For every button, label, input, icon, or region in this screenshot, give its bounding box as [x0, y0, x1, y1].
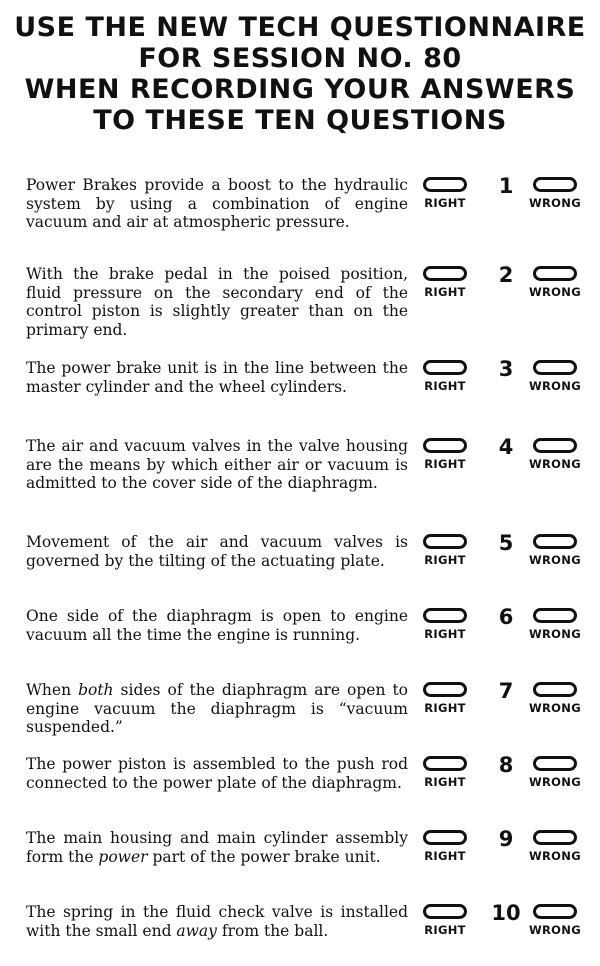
header-line: WHEN RECORDING YOUR ANSWERS [24, 74, 576, 105]
wrong-answer-oval[interactable] [533, 177, 577, 192]
header-line: FOR SESSION NO. 80 [138, 43, 462, 74]
question-text-segment: Power Brakes provide a boost to the hydraulic system by using a combination of engine vacuum and air at atmospheric pressure. [26, 176, 408, 231]
wrong-label: WRONG [529, 775, 581, 789]
right-answer-oval[interactable] [423, 830, 467, 845]
wrong-label: WRONG [529, 923, 581, 937]
question-number: 2 [498, 263, 514, 287]
wrong-label: WRONG [529, 196, 581, 210]
question-text-segment: The main housing and main cylinder assembly form the [26, 829, 408, 866]
question-number: 10 [491, 901, 521, 925]
right-answer-oval[interactable] [423, 438, 467, 453]
right-label: RIGHT [424, 457, 466, 471]
question-text-segment: part of the power brake unit. [147, 847, 381, 866]
wrong-answer-oval[interactable] [533, 534, 577, 549]
wrong-label: WRONG [529, 849, 581, 863]
wrong-answer-oval[interactable] [533, 756, 577, 771]
question-text-segment: sides of the diaphragm are open to engine vacuum the diaphragm is “vacuum suspended.” [26, 681, 409, 736]
wrong-label: WRONG [529, 553, 581, 567]
question-text-segment: from the ball. [216, 921, 329, 940]
right-answer-oval[interactable] [423, 266, 467, 281]
right-answer-oval[interactable] [423, 608, 467, 623]
question-text-segment: The power brake unit is in the line between the master cylinder and the wheel cylinders. [26, 359, 408, 396]
question-text [26, 265, 408, 339]
wrong-answer-oval[interactable] [533, 266, 577, 281]
wrong-answer-oval[interactable] [533, 438, 577, 453]
question-number: 3 [498, 357, 514, 381]
wrong-answer-oval[interactable] [533, 360, 577, 375]
questionnaire-header [0, 12, 600, 136]
wrong-label: WRONG [529, 457, 581, 471]
question-number: 6 [498, 605, 514, 629]
wrong-answer-oval[interactable] [533, 830, 577, 845]
right-answer-oval[interactable] [423, 177, 467, 192]
right-answer-oval[interactable] [423, 756, 467, 771]
question-text-segment: The air and vacuum valves in the valve housing are the means by which either air or vacuum is admitted to the cover side of the diaphragm. [26, 437, 408, 492]
question-text [26, 533, 408, 570]
wrong-answer-oval[interactable] [533, 904, 577, 919]
right-answer-oval[interactable] [423, 904, 467, 919]
question-text-segment: When [26, 681, 79, 699]
header-line: TO THESE TEN QUESTIONS [93, 105, 507, 136]
right-label: RIGHT [424, 379, 466, 393]
question-text-segment: Movement of the air and vacuum valves is governed by the tilting of the actuating plate. [26, 533, 408, 570]
wrong-label: WRONG [529, 379, 581, 393]
question-text [26, 755, 408, 792]
question-text [26, 829, 408, 866]
question-number: 9 [498, 827, 514, 851]
wrong-label: WRONG [529, 701, 581, 715]
question-number: 1 [498, 174, 514, 198]
question-number: 5 [498, 531, 514, 555]
right-label: RIGHT [424, 849, 466, 863]
question-text [26, 176, 408, 232]
question-text-segment: The spring in the fluid check valve is installed with the small end [26, 903, 408, 940]
question-text-segment: One side of the diaphragm is open to engine vacuum all the time the engine is running. [26, 607, 408, 644]
right-label: RIGHT [424, 196, 466, 210]
header-line: USE THE NEW TECH QUESTIONNAIRE [14, 12, 586, 43]
wrong-answer-oval[interactable] [533, 682, 577, 697]
question-text [26, 681, 408, 737]
question-text [26, 437, 408, 493]
right-label: RIGHT [424, 285, 466, 299]
question-text-segment: With the brake pedal in the poised position, fluid pressure on the secondary end of the control piston is slightly greater than on the primary end. [26, 265, 408, 339]
question-text [26, 607, 408, 644]
wrong-label: WRONG [529, 285, 581, 299]
wrong-answer-oval[interactable] [533, 608, 577, 623]
right-answer-oval[interactable] [423, 360, 467, 375]
right-label: RIGHT [424, 923, 466, 937]
right-answer-oval[interactable] [423, 534, 467, 549]
question-number: 8 [498, 753, 514, 777]
question-text-emphasis: both [78, 681, 114, 699]
question-text [26, 903, 408, 940]
question-number: 7 [498, 679, 514, 703]
question-text [26, 359, 408, 396]
right-label: RIGHT [424, 553, 466, 567]
question-number: 4 [498, 435, 514, 459]
wrong-label: WRONG [529, 627, 581, 641]
right-label: RIGHT [424, 775, 466, 789]
question-text-emphasis: away [176, 921, 217, 940]
right-label: RIGHT [424, 627, 466, 641]
right-label: RIGHT [424, 701, 466, 715]
question-text-emphasis: power [98, 847, 148, 866]
right-answer-oval[interactable] [423, 682, 467, 697]
question-text-segment: The power piston is assembled to the push rod connected to the power plate of the diaphragm. [26, 755, 408, 792]
